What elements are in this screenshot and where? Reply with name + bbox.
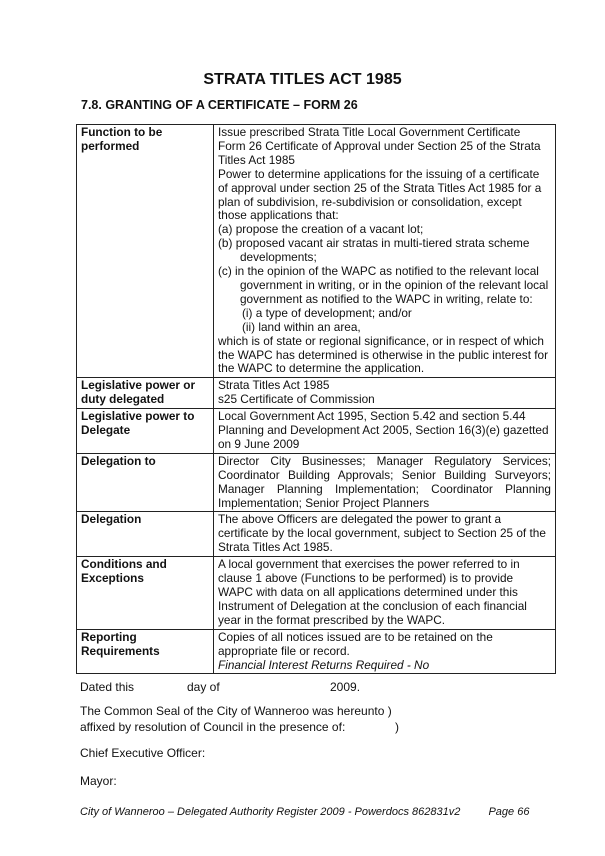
dated-year: 2009. (330, 680, 361, 694)
row-label: Legislative power or duty delegated (77, 378, 214, 409)
row-line: s25 Certificate of Commission (218, 392, 375, 407)
row-content (214, 409, 556, 454)
table-row (77, 453, 556, 512)
exception-item: (c) in the opinion of the WAPC as notified to the relevant local government in writing, or in the opinion of the relevant local government as notified to the WAPC in writing, relate to: (218, 264, 549, 306)
seal-line: affixed by resolution of Council in the presence of: (80, 720, 346, 734)
page-title: STRATA TITLES ACT 1985 (203, 71, 402, 88)
sub-item: (i) a type of development; and/or (242, 305, 412, 320)
exception-item: (b) proposed vacant air stratas in multi-tiered strata scheme developments; (218, 236, 530, 265)
table-row (77, 557, 556, 630)
table-row (77, 125, 556, 378)
row-line: Local Government Act 1995, Section 5.42 and section 5.44 (218, 409, 526, 424)
sub-item: (ii) land within an area, (242, 319, 361, 334)
page-footer (80, 806, 529, 818)
function-paragraph: Power to determine applications for the issuing of a certificate of approval under section 25 of the Strata Titles Act 1985 for a plan of subdivision, re-subdivision or consolidation, except those applications that: (218, 166, 542, 223)
day-of-label: day of (187, 680, 220, 694)
row-content: The above Officers are delegated the power to grant a certificate by the local government, subject to Section 25 of the Strata Titles Act 1985. (214, 512, 556, 557)
row-label: Legislative power to Delegate (77, 409, 214, 454)
footer-text: City of Wanneroo – Delegated Authority Register 2009 - Powerdocs 862831v2 (80, 806, 461, 818)
row-label: Reporting Requirements (77, 629, 214, 674)
dated-this-label: Dated this (80, 680, 135, 694)
row-content: Director City Businesses; Manager Regulatory Services; Coordinator Building Approvals; Senior Building Surveyors; Manager Planning Implementation; Coordinator Planning Implementation; Senior Project Planners (214, 453, 556, 512)
row-content (214, 378, 556, 409)
page-number: Page 66 (488, 806, 530, 818)
row-label: Delegation to (77, 453, 214, 512)
row-label: Delegation (77, 512, 214, 557)
exception-item: (a) propose the creation of a vacant lot; (218, 222, 424, 237)
row-label: Conditions and Exceptions (77, 557, 214, 630)
row-label: Function to be performed (77, 125, 214, 378)
function-paragraph: which is of state or regional significance, or in respect of which the WAPC has determined is otherwise in the public interest for the WAPC to determine the application. (218, 333, 549, 376)
row-content (214, 125, 556, 378)
seal-line: The Common Seal of the City of Wanneroo was hereunto ) (80, 704, 392, 718)
section-heading: 7.8. GRANTING OF A CERTIFICATE – FORM 26 (81, 98, 358, 112)
delegation-table (76, 124, 556, 674)
table-row (77, 378, 556, 409)
row-line: Strata Titles Act 1985 (218, 378, 330, 393)
row-line: Financial Interest Returns Required - No (218, 657, 430, 672)
row-line: Copies of all notices issued are to be retained on the appropriate file or record. (218, 629, 493, 658)
table-row (77, 512, 556, 557)
table-row (77, 409, 556, 454)
table-row (77, 629, 556, 674)
row-content: A local government that exercises the power referred to in clause 1 above (Functions to be performed) is to provide WAPC with data on all applications determined under this Instrument of Delegation at the conclusion of each financial year in the format prescribed by the WAPC. (214, 557, 556, 630)
row-line: Planning and Development Act 2005, Section 16(3)(e) gazetted on 9 June 2009 (218, 423, 549, 451)
row-content (214, 629, 556, 674)
function-paragraph: Issue prescribed Strata Title Local Government Certificate Form 26 Certificate of Approval under Section 25 of the Strata Titles Act 1985 (218, 125, 541, 167)
seal-bracket: ) (395, 720, 399, 734)
ceo-signature-label: Chief Executive Officer: (80, 746, 206, 760)
mayor-signature-label: Mayor: (80, 774, 117, 788)
